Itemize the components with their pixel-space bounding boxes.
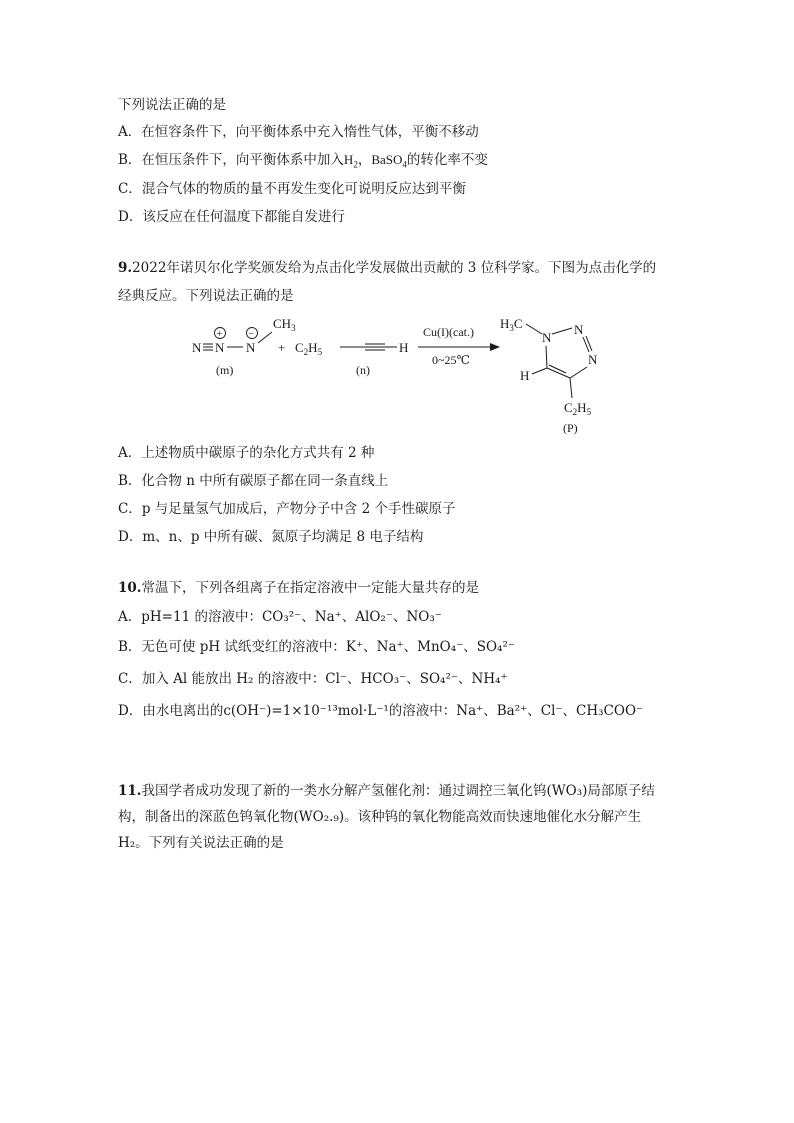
- positive-charge: +: [216, 329, 223, 340]
- label-p: (P): [563, 421, 578, 435]
- n-atom-2: N: [215, 340, 225, 355]
- q8-option-c: [118, 180, 466, 198]
- catalyst-label: Cu(I)(cat.): [423, 325, 474, 339]
- methyl-group: $CH_3$: [273, 316, 296, 333]
- option-text: 在恒压条件下，向平衡体系中加入: [141, 152, 344, 168]
- question-number: 10.: [118, 580, 142, 596]
- label-m: (m): [216, 363, 234, 377]
- option-text: 在恒容条件下，向平衡体系中充入惰性气体，平衡不移动: [141, 124, 479, 140]
- question-number: 11.: [118, 783, 142, 799]
- q9-stem-line2: 经典反应。下列说法正确的是: [118, 288, 294, 304]
- option-label: A．: [118, 124, 142, 140]
- click-chemistry-reaction-scheme: [180, 312, 620, 440]
- label-n: (n): [356, 363, 370, 377]
- q10-stem: 10.常温下，下列各组离子在指定溶液中一定能大量共存的是: [118, 580, 479, 596]
- negative-charge: −: [248, 329, 255, 340]
- formula-baso4: BaSO$_4$: [371, 152, 407, 170]
- ring-n2: N: [574, 322, 584, 337]
- q9-option-a: A．上述物质中碳原子的杂化方式共有 2 种: [118, 445, 375, 461]
- molecule-n: [295, 340, 408, 377]
- option-label: B．: [118, 152, 142, 168]
- option-label: D．: [118, 209, 143, 225]
- q9-option-d: D．m、n、p 中所有碳、氮原子均满足 8 电子结构: [118, 529, 424, 545]
- q11-stem-line3: H₂。下列有关说法正确的是: [118, 835, 284, 851]
- q8-option-b: B．在恒压条件下，向平衡体系中加入$H_2$，BaSO$_4$的转化率不变: [118, 152, 488, 170]
- ring-n3: N: [588, 352, 598, 367]
- question-number: 9.: [118, 260, 133, 276]
- n-atom-1: N: [192, 340, 202, 355]
- q10-option-d: D．由水电离出的c(OH⁻)=1×10⁻¹³mol·L⁻¹的溶液中：Na⁺、Ba²⁺、Cl⁻、CH₃COO⁻: [118, 703, 644, 719]
- plus-sign: +: [278, 340, 286, 355]
- q11-stem-line1: 11.我国学者成功发现了新的一类水分解产氢催化剂：通过调控三氧化钨(WO₃)局部原子结: [118, 783, 655, 799]
- q10-option-c: C．加入 Al 能放出 H₂ 的溶液中：Cl⁻、HCO₃⁻、SO₄²⁻、NH₄⁺: [118, 671, 508, 687]
- molecule-p: [500, 316, 598, 435]
- ethyl-group-p: $C_2H_5$: [564, 400, 592, 417]
- q9-option-b: B．化合物 n 中所有碳原子都在同一条直线上: [118, 473, 389, 489]
- temperature-label: 0~25℃: [432, 353, 470, 367]
- q8-stem-tail: 下列说法正确的是: [118, 97, 226, 113]
- q9-option-c: C．p 与足量氢气加成后，产物分子中含 2 个手性碳原子: [118, 501, 456, 517]
- option-text: 混合气体的物质的量不再发生变化可说明反应达到平衡: [141, 181, 466, 197]
- ring-n1: N: [542, 330, 552, 345]
- reaction-arrow: [418, 325, 500, 367]
- option-text: 该反应在任何温度下都能自发进行: [142, 209, 345, 225]
- q8-option-d: [118, 208, 345, 226]
- q11-stem-line2: 构，制备出的深蓝色钨氧化物(WO₂.₉)。该种钨的氧化物能高效而快速地催化水分解产生: [118, 809, 642, 825]
- n-atom-3: N: [246, 340, 256, 355]
- q9-stem-line1: 9.2022年诺贝尔化学奖颁发给为点击化学发展做出贡献的 3 位科学家。下图为点击化学的: [118, 260, 657, 276]
- q8-option-a: [118, 123, 479, 141]
- ethyl-group-n: $C_2H_5$: [295, 340, 323, 357]
- formula-h2: $H_2$: [343, 152, 358, 170]
- q10-option-a: A．pH=11 的溶液中：CO₃²⁻、Na⁺、AlO₂⁻、NO₃⁻: [118, 609, 442, 625]
- ring-h: H: [520, 368, 530, 383]
- q10-option-b: B．无色可使 pH 试纸变红的溶液中：K⁺、Na⁺、MnO₄⁻、SO₄²⁻: [118, 639, 516, 655]
- option-label: C．: [118, 181, 142, 197]
- terminal-h: H: [399, 340, 409, 355]
- methyl-group-p: $H_3C$: [500, 316, 523, 333]
